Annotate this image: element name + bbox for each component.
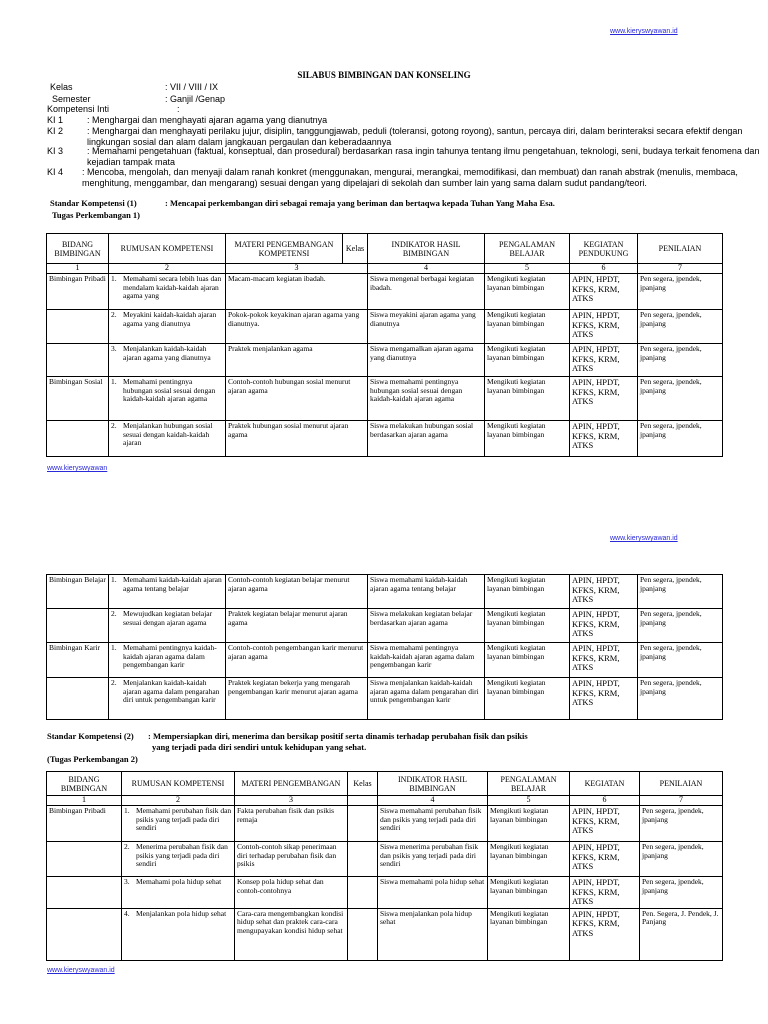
rumusan-text: Memahami kaidah-kaidah ajaran agama tentang belajar — [123, 575, 222, 593]
kegiatan-cell: APIN, HPDT, KFKS, KRM, ATKS — [570, 377, 638, 421]
bidang-cell — [47, 609, 109, 643]
rumusan-number: 2. — [124, 842, 130, 851]
col-number: 5 — [488, 796, 570, 806]
rumusan-number: 1. — [111, 377, 117, 386]
kegiatan-cell: APIN, HPDT, KFKS, KRM, ATKS — [570, 421, 638, 457]
standar-kompetensi-1-text: : Mencapai perkembangan diri sebagai remaja yang beriman dan bertaqwa kepada Tuhan Yang Maha Esa. — [165, 198, 555, 208]
rumusan-cell — [109, 609, 226, 643]
table-row — [47, 908, 723, 960]
rumusan-text: Meyakini kaidah-kaidah ajaran agama yang dianutnya — [123, 310, 217, 328]
pengalaman-cell: Mengikuti kegiatan layanan bimbingan — [485, 575, 570, 609]
rumusan-number: 4. — [124, 908, 130, 918]
table-row — [47, 421, 723, 457]
header-penilaian: PENILAIAN — [640, 772, 723, 796]
rumusan-text: Menjalankan hubungan sosial sesuai dengan kaidah-kaidah ajaran — [123, 421, 213, 447]
penilaian-cell: Pen segera, jpendek, jpanjang — [640, 877, 723, 909]
rumusan-number: 2. — [111, 310, 117, 319]
ki-text: : Memahami pengetahuan (faktual, konseptual, dan prosedural) berdasarkan rasa ingin tahunya tentang ilmu pengetahuan, teknologi, seni, budaya terkait fenomena dan kejadian tampak mata — [87, 146, 760, 167]
rumusan-text: Mewujudkan kegiatan belajar sesuai dengan ajaran agama — [123, 609, 213, 627]
bidang-cell: Bimbingan Pribadi — [47, 274, 109, 310]
pengalaman-cell: Mengikuti kegiatan layanan bimbingan — [485, 421, 570, 457]
indikator-cell: Siswa mengenal berbagai kegiatan ibadah. — [368, 274, 485, 310]
rumusan-text: Memahami pentingnya hubungan sosial sesuai dengan kaidah-kaidah ajaran agama — [123, 377, 216, 403]
col-number — [348, 796, 378, 806]
table-row — [47, 842, 723, 877]
table-row — [47, 678, 723, 720]
rumusan-number: 2. — [111, 609, 117, 618]
document-title: SILABUS BIMBINGAN DAN KONSELING — [297, 70, 471, 80]
standar-kompetensi-2-text-cont: yang terjadi pada diri sendiri untuk kehidupan yang sehat. — [152, 742, 367, 752]
pengalaman-cell: Mengikuti kegiatan layanan bimbingan — [485, 678, 570, 720]
table-row — [47, 877, 723, 909]
indikator-cell: Siswa memahami kaidah-kaidah ajaran agama tentang belajar — [368, 575, 485, 609]
bidang-cell: Bimbingan Karir — [47, 643, 109, 678]
header-materi: MATERI PENGEMBANGAN KOMPETENSI — [226, 234, 343, 264]
header-kegiatan: KEGIATAN — [570, 772, 640, 796]
rumusan-number: 3. — [124, 877, 130, 886]
standar-kompetensi-2-text: : Mempersiapkan diri, menerima dan bersikap positif serta dinamis terhadap perubahan fisik dan psikis — [148, 731, 528, 741]
header-kelas: Kelas — [348, 772, 378, 796]
site-link-bottom[interactable]: www.kieryswyawan.id — [47, 967, 115, 974]
rumusan-cell — [109, 575, 226, 609]
kompetensi-inti-label: Kompetensi Inti — [47, 104, 110, 114]
kelas-cell — [348, 877, 378, 909]
kelas-cell — [348, 806, 378, 842]
col-number: 4 — [368, 264, 485, 274]
rumusan-number: 3. — [111, 344, 117, 353]
ki-label: KI 4 — [47, 167, 64, 177]
rumusan-number: 1. — [124, 806, 130, 815]
rumusan-cell — [122, 908, 235, 960]
header-pengalaman: PENGALAMAN BELAJAR — [488, 772, 570, 796]
penilaian-cell: Pen segera, jpendek, jpanjang — [638, 609, 723, 643]
indikator-cell: Siswa memahami pentingnya kaidah-kaidah ajaran agama dalam pengembangan karir — [368, 643, 485, 678]
bidang-cell — [47, 344, 109, 377]
header-materi: MATERI PENGEMBANGAN — [235, 772, 348, 796]
penilaian-cell: Pen segera, jpendek, jpanjang — [638, 310, 723, 344]
kegiatan-cell: APIN, HPDT, KFKS, KRM, ATKS — [570, 310, 638, 344]
kompetensi-inti-colon: : — [177, 104, 180, 114]
site-link-bottom[interactable]: www.kieryswyawan — [47, 465, 108, 472]
rumusan-text: Menjalankan pola hidup sehat — [136, 908, 227, 918]
kegiatan-cell: APIN, HPDT, KFKS, KRM, ATKS — [570, 877, 640, 909]
syllabus-table-3 — [46, 771, 723, 961]
col-number: 3 — [226, 264, 368, 274]
kegiatan-cell: APIN, HPDT, KFKS, KRM, ATKS — [570, 678, 638, 720]
col-number: 1 — [47, 796, 122, 806]
table-row — [47, 310, 723, 344]
materi-cell: Pokok-pokok keyakinan ajaran agama yang dianutnya. — [226, 310, 368, 344]
bidang-cell — [47, 678, 109, 720]
materi-cell: Praktek kegiatan belajar menurut ajaran agama — [226, 609, 368, 643]
semester-value: : Ganjil /Genap — [165, 94, 226, 104]
pengalaman-cell: Mengikuti kegiatan layanan bimbingan — [488, 908, 570, 960]
ki-text: : Menghargai dan menghayati perilaku jujur, disiplin, tanggungjawab, peduli (toleransi, gotong royong), santun, percaya diri, dalam berinteraksi secara efektif dengan lingkungan sosial dan alam dalam jangkauan pergaulan dan keberadaannya — [87, 126, 743, 147]
penilaian-cell: Pen segera, jpendek, jpanjang — [640, 842, 723, 877]
table-row — [47, 806, 723, 842]
tugas-perkembangan-1: Tugas Perkembangan 1) — [52, 210, 141, 220]
site-link-top[interactable]: www.kieryswyawan.id — [610, 28, 678, 35]
kelas-cell — [348, 908, 378, 960]
col-number: 2 — [109, 264, 226, 274]
bidang-cell — [47, 421, 109, 457]
rumusan-cell — [109, 274, 226, 310]
site-link-top[interactable]: www.kieryswyawan.id — [610, 535, 678, 542]
col-number: 6 — [570, 264, 638, 274]
col-number: 7 — [640, 796, 723, 806]
kelas-cell — [348, 842, 378, 877]
kegiatan-cell: APIN, HPDT, KFKS, KRM, ATKS — [570, 643, 638, 678]
table-row — [47, 643, 723, 678]
ki-label: KI 3 — [47, 146, 64, 156]
bidang-cell: Bimbingan Sosial — [47, 377, 109, 421]
penilaian-cell: Pen segera, jpendek, jpanjang — [638, 678, 723, 720]
pengalaman-cell: Mengikuti kegiatan layanan bimbingan — [488, 877, 570, 909]
col-number: 3 — [235, 796, 348, 806]
syllabus-table-2 — [46, 574, 723, 720]
kegiatan-cell: APIN, HPDT, KFKS, KRM, ATKS — [570, 806, 640, 842]
materi-cell: Contoh-contoh kegiatan belajar menurut ajaran agama — [226, 575, 368, 609]
indikator-cell: Siswa menerima perubahan fisik dan psikis yang terjadi pada diri sendiri — [378, 842, 488, 877]
bidang-cell — [47, 877, 122, 909]
kegiatan-cell: APIN, HPDT, KFKS, KRM, ATKS — [570, 575, 638, 609]
ki-label: KI 1 — [47, 115, 64, 125]
indikator-cell: Siswa melakukan hubungan sosial berdasarkan ajaran agama — [368, 421, 485, 457]
materi-cell: Praktek hubungan sosial menurut ajaran agama — [226, 421, 368, 457]
header-rumusan: RUMUSAN KOMPETENSI — [122, 772, 235, 796]
rumusan-text: Memahami perubahan fisik dan psikis yang terjadi pada diri sendiri — [136, 806, 232, 832]
pengalaman-cell: Mengikuti kegiatan layanan bimbingan — [488, 842, 570, 877]
tugas-perkembangan-2: (Tugas Perkembangan 2) — [47, 754, 138, 764]
ki-text: : Menghargai dan menghayati ajaran agama yang dianutnya — [87, 115, 328, 125]
col-number: 4 — [378, 796, 488, 806]
rumusan-text: Memahami pola hidup sehat — [136, 877, 222, 886]
kegiatan-cell: APIN, HPDT, KFKS, KRM, ATKS — [570, 908, 640, 960]
rumusan-number: 2. — [111, 421, 117, 430]
kegiatan-cell: APIN, HPDT, KFKS, KRM, ATKS — [570, 609, 638, 643]
rumusan-cell — [122, 806, 235, 842]
table-row — [47, 344, 723, 377]
header-penilaian: PENILAIAN — [638, 234, 723, 264]
indikator-cell: Siswa menjalankan kaidah-kaidah ajaran agama dalam pengarahan diri untuk pengembangan karir — [368, 678, 485, 720]
rumusan-cell — [109, 421, 226, 457]
materi-cell: Contoh-contoh hubungan sosial menurut ajaran agama — [226, 377, 368, 421]
header-bidang: BIDANG BIMBINGAN — [47, 772, 122, 796]
rumusan-cell — [109, 678, 226, 720]
ki-1 — [47, 115, 727, 126]
bidang-cell — [47, 842, 122, 877]
ki-label: KI 2 — [47, 126, 64, 136]
rumusan-number: 1. — [111, 274, 117, 283]
pengalaman-cell: Mengikuti kegiatan layanan bimbingan — [485, 310, 570, 344]
pengalaman-cell: Mengikuti kegiatan layanan bimbingan — [485, 609, 570, 643]
bidang-cell — [47, 310, 109, 344]
materi-cell: Fakta perubahan fisik dan psikis remaja — [235, 806, 348, 842]
pengalaman-cell: Mengikuti kegiatan layanan bimbingan — [488, 806, 570, 842]
semester-label: Semester — [52, 94, 91, 104]
rumusan-cell — [122, 877, 235, 909]
table-row — [47, 377, 723, 421]
header-kegiatan: KEGIATAN PENDUKUNG — [570, 234, 638, 264]
rumusan-cell — [109, 344, 226, 377]
penilaian-cell: Pen segera, jpendek, jpanjang — [638, 575, 723, 609]
rumusan-number: 2. — [111, 678, 117, 687]
penilaian-cell: Pen segera, jpendek, jpanjang — [640, 806, 723, 842]
header-rumusan: RUMUSAN KOMPETENSI — [109, 234, 226, 264]
indikator-cell: Siswa meyakini ajaran agama yang dianutnya — [368, 310, 485, 344]
bidang-cell: Bimbingan Pribadi — [47, 806, 122, 842]
indikator-cell: Siswa melakukan kegiatan belajar berdasarkan ajaran agama — [368, 609, 485, 643]
rumusan-number: 1. — [111, 643, 117, 652]
col-number: 7 — [638, 264, 723, 274]
ki-2 — [47, 126, 743, 148]
rumusan-cell — [109, 377, 226, 421]
penilaian-cell: Pen segera, jpendek, jpanjang — [638, 421, 723, 457]
col-number: 2 — [122, 796, 235, 806]
header-indikator: INDIKATOR HASIL BIMBINGAN — [378, 772, 488, 796]
col-number: 6 — [570, 796, 640, 806]
indikator-cell: Siswa memahami perubahan fisik dan psikis yang terjadi pada diri sendiri — [378, 806, 488, 842]
kelas-label: Kelas — [50, 82, 73, 92]
indikator-cell: Siswa memahami pentingnya hubungan sosial sesuai dengan kaidah-kaidah ajaran agama — [368, 377, 485, 421]
header-bidang: BIDANG BIMBINGAN — [47, 234, 109, 264]
indikator-cell: Siswa mengamalkan ajaran agama yang dianutnya — [368, 344, 485, 377]
materi-cell: Praktek kegiatan bekerja yang mengarah pengembangan karir menurut ajaran agama — [226, 678, 368, 720]
ki-4 — [47, 167, 738, 189]
materi-cell: Contoh-contoh pengembangan karir menurut ajaran agama — [226, 643, 368, 678]
indikator-cell: Siswa memahami pola hidup sehat — [378, 877, 488, 909]
table-row — [47, 274, 723, 310]
kelas-value: : VII / VIII / IX — [165, 82, 219, 92]
materi-cell: Konsep pola hidup sehat dan contoh-contohnya — [235, 877, 348, 909]
materi-cell: Contoh-contoh sikap penerimaan diri terhadap perubahan fisik dan psikis — [235, 842, 348, 877]
table-row — [47, 609, 723, 643]
rumusan-cell — [122, 842, 235, 877]
pengalaman-cell: Mengikuti kegiatan layanan bimbingan — [485, 377, 570, 421]
pengalaman-cell: Mengikuti kegiatan layanan bimbingan — [485, 643, 570, 678]
kegiatan-cell: APIN, HPDT, KFKS, KRM, ATKS — [570, 344, 638, 377]
rumusan-cell — [109, 643, 226, 678]
materi-cell: Macam-macam kegiatan ibadah. — [226, 274, 368, 310]
table-row — [47, 575, 723, 609]
pengalaman-cell: Mengikuti kegiatan layanan bimbingan — [485, 274, 570, 310]
header-pengalaman: PENGALAMAN BELAJAR — [485, 234, 570, 264]
pengalaman-cell: Mengikuti kegiatan layanan bimbingan — [485, 344, 570, 377]
col-number: 1 — [47, 264, 109, 274]
rumusan-cell — [109, 310, 226, 344]
indikator-cell: Siswa menjalankan pola hidup sehat — [378, 908, 488, 960]
rumusan-text: Menerima perubahan fisik dan psikis yang terjadi pada diri sendiri — [136, 842, 228, 868]
materi-cell: Praktek menjalankan agama — [226, 344, 368, 377]
rumusan-number: 1. — [111, 575, 117, 584]
syllabus-table-1 — [46, 233, 723, 457]
rumusan-text: Menjalankan kaidah-kaidah ajaran agama yang dianutnya — [123, 344, 211, 362]
penilaian-cell: Pen. Segera, J. Pendek, J. Panjang — [640, 908, 723, 960]
header-kelas: Kelas — [343, 234, 368, 264]
standar-kompetensi-1-label: Standar Kompetensi (1) — [50, 198, 137, 208]
col-number: 5 — [485, 264, 570, 274]
standar-kompetensi-2-label: Standar Kompetensi (2) — [47, 731, 134, 741]
materi-cell: Cara-cara mengembangkan kondisi hidup sehat dan praktek cara-cara mengupayakan kondisi hidup sehat — [235, 908, 348, 960]
penilaian-cell: Pen segera, jpendek, jpanjang — [638, 274, 723, 310]
penilaian-cell: Pen segera, jpendek, jpanjang — [638, 643, 723, 678]
bidang-cell — [47, 908, 122, 960]
header-indikator: INDIKATOR HASIL BIMBINGAN — [368, 234, 485, 264]
penilaian-cell: Pen segera, jpendek, jpanjang — [638, 344, 723, 377]
kegiatan-cell: APIN, HPDT, KFKS, KRM, ATKS — [570, 842, 640, 877]
ki-text: : Mencoba, mengolah, dan menyaji dalam ranah konkret (menggunakan, mengurai, merangkai, memodifikasi, dan membuat) dan ranah abstrak (menulis, membaca, menghitung, menggambar, dan mengarang) sesuai dengan yang dipelajari di sekolah dan sumber lain yang sama dalam sudut pandang/teori. — [82, 167, 738, 188]
ki-3 — [47, 146, 760, 168]
bidang-cell: Bimbingan Belajar — [47, 575, 109, 609]
kegiatan-cell: APIN, HPDT, KFKS, KRM, ATKS — [570, 274, 638, 310]
rumusan-text: Memahami secara lebih luas dan mendalam kaidah-kaidah ajaran agama yang — [123, 274, 222, 300]
penilaian-cell: Pen segera, jpendek, jpanjang — [638, 377, 723, 421]
rumusan-text: Menjalankan kaidah-kaidah ajaran agama dalam pengarahan diri untuk pengembangan karir — [123, 678, 220, 704]
rumusan-text: Memahami pentingnya kaidah-kaidah ajaran agama dalam pengembangan karir — [123, 643, 217, 669]
